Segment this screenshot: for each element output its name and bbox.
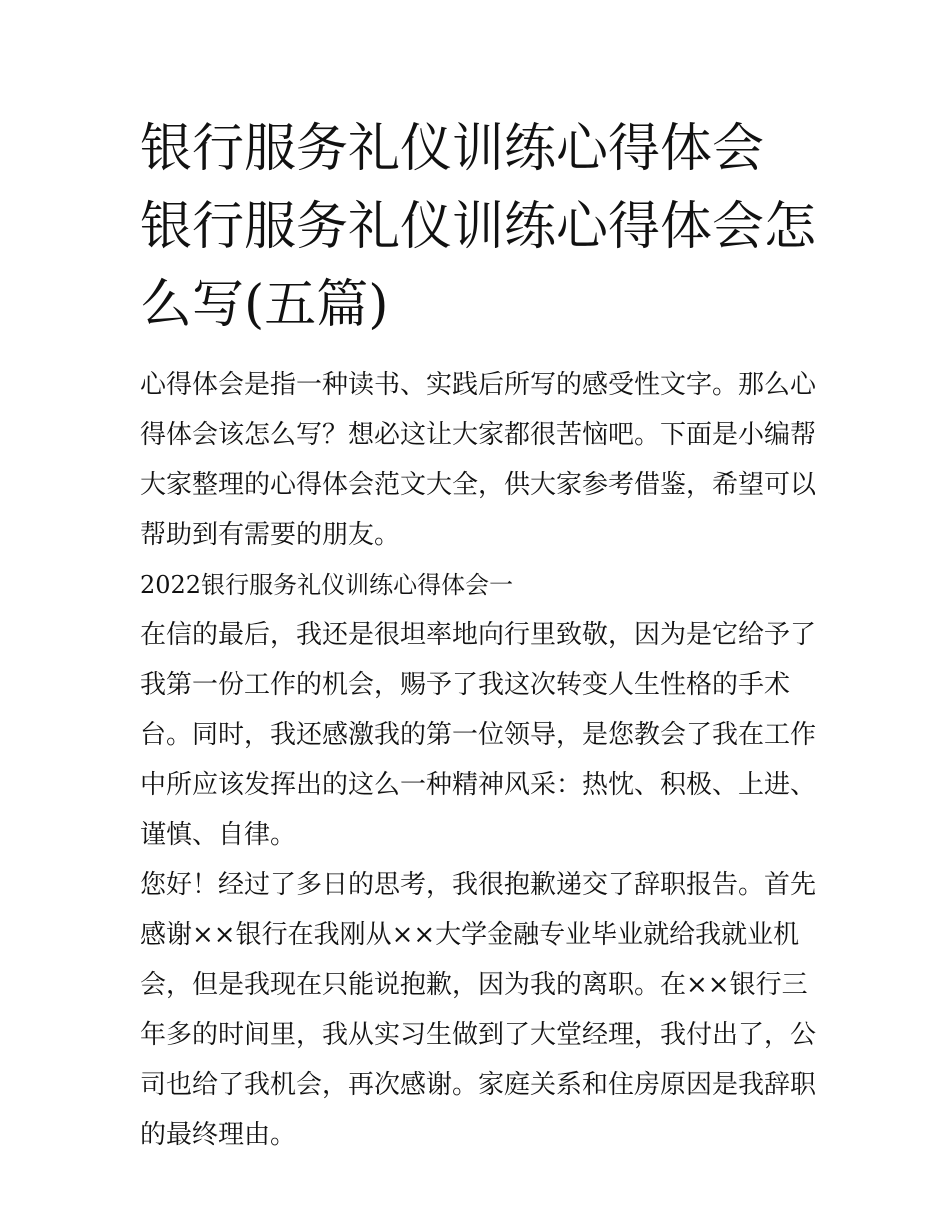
- intro-paragraph: 心得体会是指一种读书、实践后所写的感受性文字。那么心得体会该怎么写？想必这让大家都很苦恼吧。下面是小编帮大家整理的心得体会范文大全，供大家参考借鉴，希望可以帮助到有需要的朋友。: [140, 370, 817, 550]
- document-body: [140, 110, 820, 1160]
- body-paragraph-2: 您好！经过了多日的思考，我很抱歉递交了辞职报告。首先感谢××银行在我刚从××大学金融专业毕业就给我就业机会，但是我现在只能说抱歉，因为我的离职。在××银行三年多的时间里，我从实习生做到了大堂经理，我付出了，公司也给了我机会，再次感谢。家庭关系和住房原因是我辞职的最终理由。: [140, 870, 817, 1150]
- document-title: 银行服务礼仪训练心得体会 银行服务礼仪训练心得体会怎么写(五篇): [140, 119, 817, 335]
- body-paragraph-1: 在信的最后，我还是很坦率地向行里致敬，因为是它给予了我第一份工作的机会，赐予了我这次转变人生性格的手术台。同时，我还感激我的第一位领导，是您教会了我在工作中所应该发挥出的这么一种精神风采：热忱、积极、上进、谨慎、自律。: [140, 620, 817, 850]
- section-heading: 2022银行服务礼仪训练心得体会一: [140, 571, 514, 599]
